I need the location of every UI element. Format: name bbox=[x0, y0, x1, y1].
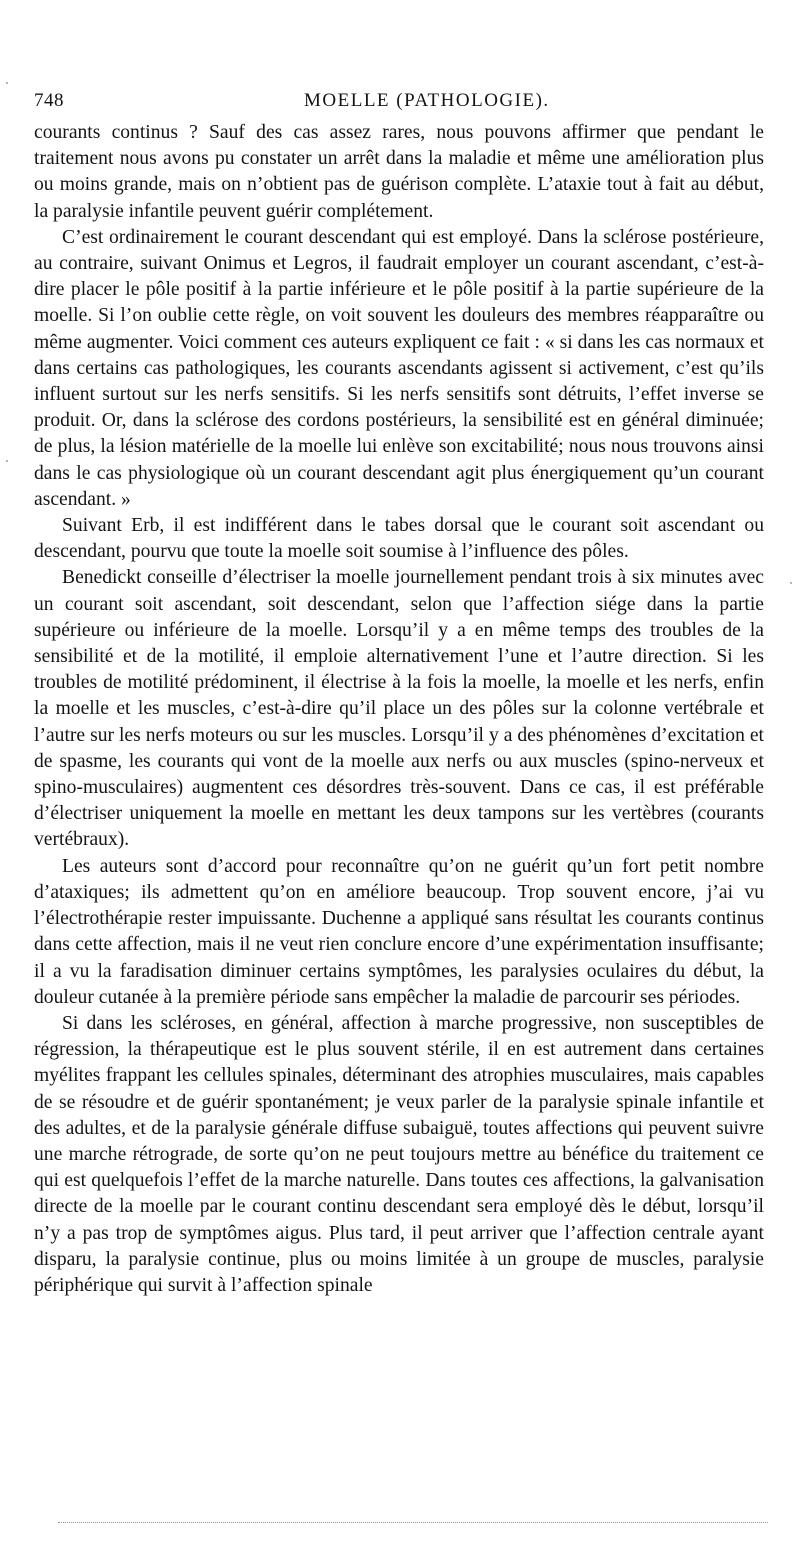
footer-rule bbox=[58, 1522, 768, 1523]
scan-speck bbox=[6, 82, 8, 84]
scan-speck bbox=[790, 582, 792, 584]
paragraph: Benedickt conseille d’électriser la moelle journellement pendant trois à six minutes avec un courant soit ascendant, soit descendant, selon que l’affection siége dans la partie supérieure ou inférieure de la moelle. Lorsqu’il y a en même temps des troubles de la sensibilité et de la motilité, il emploie alternativement l’une et l’autre direction. Si les troubles de motilité prédominent, il électrise à la fois la moelle, la moelle et les nerfs, enfin la moelle et les muscles, c’est-à-dire qu’il place un des pôles sur la colonne vertébrale et l’autre sur les nerfs moteurs ou sur les muscles. Lorsqu’il y a des phénomènes d’excitation et de spasme, les courants qui vont de la moelle aux nerfs ou aux muscles (spino-nerveux et spino-musculaires) augmentent ces désordres très-souvent. Dans ce cas, il est préférable d’électriser uniquement la moelle en mettant les deux tampons sur les vertèbres (courants vertébraux). bbox=[34, 567, 764, 851]
page-number: 748 bbox=[34, 90, 64, 111]
paragraph: C’est ordinairement le courant descendant qui est employé. Dans la sclérose postérieure, au contraire, suivant Onimus et Legros, il faudrait employer un courant ascendant, c’est-à-dire placer le pôle positif à la partie inférieure et le pôle positif à la partie supérieure de la moelle. Si l’on oublie cette règle, on voit souvent les douleurs des membres réapparaître ou même augmenter. Voici comment ces auteurs expliquent ce fait : « si dans les cas normaux et dans certains cas pathologiques, les courants ascendants agissent si activement, c’est qu’ils influent surtout sur les nerfs sensitifs. Si les nerfs sensitifs sont détruits, l’effet inverse se produit. Or, dans la sclérose des cordons postérieurs, la sensibilité est en général diminuée; de plus, la lésion matérielle de la moelle lui enlève son excitabilité; nous nous trouvons ainsi dans le cas physiologique où un courant descendant agit plus énergiquement qu’un courant ascendant. » bbox=[34, 226, 764, 510]
running-head bbox=[34, 90, 762, 118]
paragraph: Suivant Erb, il est indifférent dans le tabes dorsal que le courant soit ascendant ou descendant, pourvu que toute la moelle soit soumise à l’influence des pôles. bbox=[34, 515, 764, 563]
scan-speck bbox=[6, 460, 8, 462]
paragraph: Si dans les scléroses, en général, affection à marche progressive, non susceptibles de régression, la thérapeutique est le plus souvent stérile, il en est autrement dans certaines myélites frappant les cellules spinales, déterminant des atrophies musculaires, mais capables de se résoudre et de guérir spontanément; je veux parler de la paralysie spinale infantile et des adultes, et de la paralysie générale diffuse subaiguë, toutes affections qui peuvent suivre une marche rétrograde, de sorte qu’on ne peut toujours mettre au bénéfice du traitement ce qui est quelquefois l’effet de la marche naturelle. Dans toutes ces affections, la galvanisation directe de la moelle par le courant continu descendant sera employé dès le début, lorsqu’il n’y a pas trop de symptômes aigus. Plus tard, il peut arriver que l’affection centrale ayant disparu, la paralysie continue, plus ou moins limitée à un groupe de muscles, paralysie périphérique qui survit à l’affection spinale bbox=[34, 1012, 764, 1296]
body-text bbox=[34, 120, 764, 1299]
running-title: MOELLE (PATHOLOGIE). bbox=[304, 90, 550, 111]
paragraph: Les auteurs sont d’accord pour reconnaître qu’on ne guérit qu’un fort petit nombre d’ataxiques; ils admettent qu’on en améliore beaucoup. Trop souvent encore, j’ai vu l’électrothérapie rester impuissante. Duchenne a appliqué sans résultat les courants continus dans cette affection, mais il ne veut rien conclure encore d’une expérimentation insuffisante; il a vu la faradisation diminuer certains symptômes, les paralysies oculaires du début, la douleur cutanée à la première période sans empêcher la maladie de parcourir ses périodes. bbox=[34, 855, 764, 1008]
paragraph-continuation: courants continus ? Sauf des cas assez rares, nous pouvons affirmer que pendant le traitement nous avons pu constater un arrêt dans la maladie et même une amélioration plus ou moins grande, mais on n’obtient pas de guérison complète. L’ataxie tout à fait au début, la paralysie infantile peuvent guérir complétement. bbox=[34, 122, 764, 222]
